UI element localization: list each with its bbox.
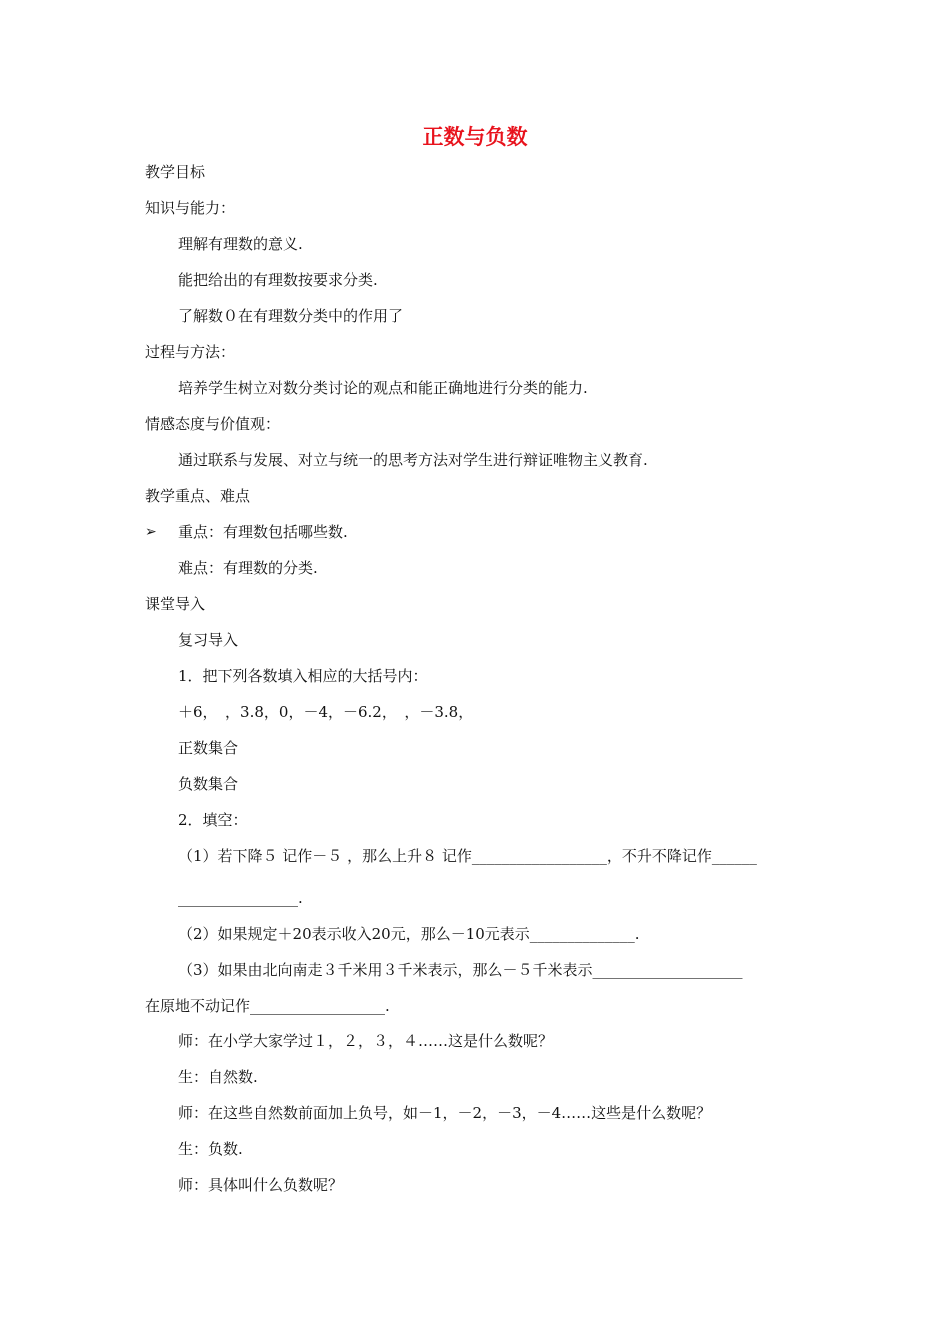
dialogue-line: 生：负数. bbox=[178, 1140, 243, 1158]
positive-set: 正数集合 bbox=[178, 739, 239, 757]
emotion-item: 通过联系与发展、对立与统一的思考方法对学生进行辩证唯物主义教育. bbox=[178, 451, 648, 469]
fill-item-1-cont: ________________. bbox=[178, 889, 303, 907]
negative-set: 负数集合 bbox=[178, 775, 239, 793]
knowledge-label: 知识与能力： bbox=[145, 199, 236, 217]
key-points-heading: 教学重点、难点 bbox=[145, 487, 251, 505]
key-point: 重点：有理数包括哪些数. bbox=[178, 523, 348, 541]
dialogue-line: 师：具体叫什么负数呢？ bbox=[178, 1176, 344, 1194]
dialogue-line: 师：在小学大家学过１，２，３，４……这是什么数呢？ bbox=[178, 1032, 554, 1050]
fill-item-2: （2）如果规定＋20表示收入20元，那么－10元表示______________. bbox=[178, 925, 640, 943]
intro-heading: 课堂导入 bbox=[145, 595, 206, 613]
dialogue-line: 师：在这些自然数前面加上负号，如－1，－2，－3，－4……这些是什么数呢？ bbox=[178, 1104, 712, 1122]
question-1: 1．把下列各数填入相应的大括号内： bbox=[178, 667, 428, 685]
fill-item-3-cont: 在原地不动记作__________________. bbox=[145, 997, 390, 1015]
fill-item-3: （3）如果由北向南走３千米用３千米表示，那么－５千米表示____________________ bbox=[178, 961, 743, 979]
knowledge-item: 了解数０在有理数分类中的作用了 bbox=[178, 307, 404, 325]
knowledge-item: 能把给出的有理数按要求分类. bbox=[178, 271, 378, 289]
difficult-point: 难点：有理数的分类. bbox=[178, 559, 318, 577]
numbers-line: ＋6， ，3.8，0，－4，－6.2， ，－3.8， bbox=[178, 703, 474, 721]
dialogue-line: 生：自然数. bbox=[178, 1068, 258, 1086]
knowledge-item: 理解有理数的意义. bbox=[178, 235, 303, 253]
heading-objectives: 教学目标 bbox=[145, 163, 206, 181]
review-label: 复习导入 bbox=[178, 631, 239, 649]
process-item: 培养学生树立对数分类讨论的观点和能正确地进行分类的能力. bbox=[178, 379, 588, 397]
emotion-label: 情感态度与价值观： bbox=[145, 415, 281, 433]
page-title: 正数与负数 bbox=[422, 125, 528, 149]
fill-item-1: （1）若下降５ 记作－５ ，那么上升８ 记作__________________，不升不降记作______ bbox=[178, 847, 757, 865]
process-label: 过程与方法： bbox=[145, 343, 236, 361]
bullet-arrow-icon: ➢ bbox=[145, 524, 157, 540]
question-2: 2．填空： bbox=[178, 811, 248, 829]
